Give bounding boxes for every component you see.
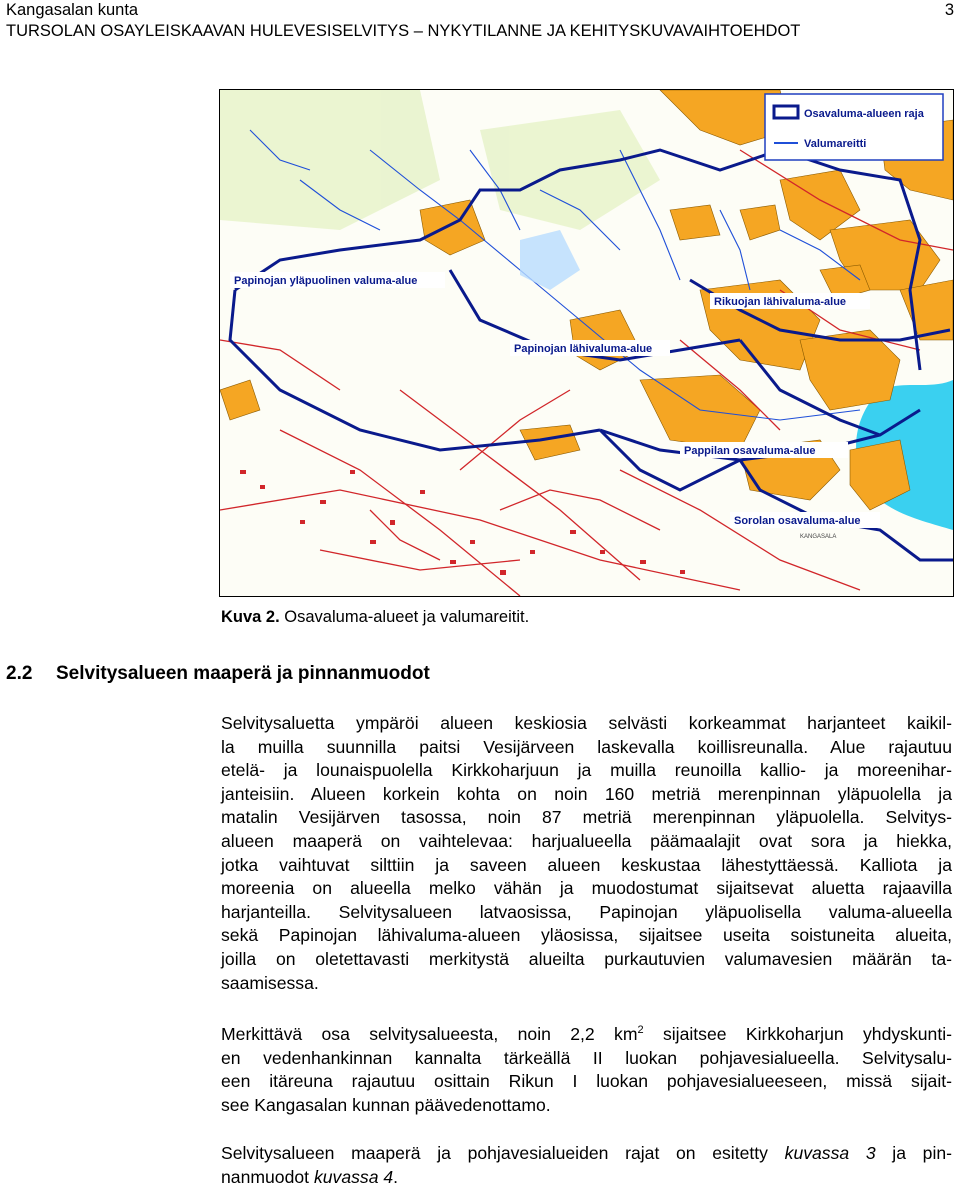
paragraph-line: moreenia on alueella melko vähän ja muodostumat sijaitsevat aluetta rajaavilla <box>221 878 952 899</box>
paragraph-figure-reference <box>221 1142 952 1189</box>
paragraph-line: see Kangasalan kunnan päävedenottamo. <box>221 1094 551 1115</box>
caption-number: Kuva 2. <box>221 608 280 626</box>
superscript-2: 2 <box>637 1024 644 1036</box>
p3-line2-before: nanmuodot <box>221 1166 314 1187</box>
paragraph-line: matalin Vesijärven tasossa, noin 87 metriä merenpinnan yläpuolella. Selvitys- <box>221 807 952 828</box>
figure-3-reference: kuvassa 3 <box>784 1143 876 1163</box>
paragraph-line: een itäreuna rajautuu osittain Rikun I luokan pohjavesialueeseen, missä sijait- <box>221 1071 952 1092</box>
paragraph-line: harjanteilla. Selvitysalueen latvaosissa, Papinojan yläpuolisella valuma-alueella <box>221 901 952 922</box>
page-number: 3 <box>944 1 954 19</box>
place-label-kangasala: KANGASALA <box>800 534 837 540</box>
area-label-papinoja-upper: Papinojan yläpuolinen valuma-alue <box>234 275 418 287</box>
paragraph-line: joilla on oletettavasti merkitystä alueilta purkautuvien valumavesien määrän ta- <box>221 948 952 969</box>
paragraph-soil <box>221 712 952 995</box>
page-header <box>6 0 954 42</box>
legend-boundary-label: Osavaluma-alueen raja <box>804 108 924 120</box>
header-report-title: TURSOLAN OSAYLEISKAAVAN HULEVESISELVITYS – NYKYTILANNE JA KEHITYSKUVAVAIHTOEHDOT <box>6 22 801 40</box>
paragraph-groundwater <box>221 1023 952 1117</box>
section-heading <box>6 663 430 685</box>
p3-line2-after: . <box>393 1166 399 1187</box>
p2-line1-after: sijaitsee Kirkkoharjun yhdyskunti- <box>643 1024 952 1044</box>
paragraph-line: sekä Papinojan lähivaluma-alueen yläosissa, sijaitsee useita soistuneita alueita, <box>221 925 952 946</box>
area-label-pappila: Pappilan osavaluma-alue <box>684 445 816 457</box>
section-title: Selvitysalueen maaperä ja pinnanmuodot <box>56 663 430 684</box>
catchment-map <box>219 89 954 597</box>
area-label-sorola: Sorolan osavaluma-alue <box>734 515 861 527</box>
paragraph-line: saamisessa. <box>221 972 319 993</box>
figure-4-reference: kuvassa 4 <box>313 1166 394 1187</box>
paragraph-line: jotka vaihtuvat silttiin ja saveen alueen keskustaa lähestyttäessä. Kalliota ja <box>221 854 952 875</box>
legend-route-label: Valumareitti <box>804 138 867 150</box>
paragraph-line <box>221 1142 952 1166</box>
figure-caption <box>221 608 529 627</box>
section-number: 2.2 <box>6 663 33 684</box>
paragraph-line: etelä- ja lounaispuolella Kirkkoharjuun ja muilla reunoilla kallio- ja moreenihar- <box>221 760 952 781</box>
p3-line1-after: ja pin- <box>875 1143 953 1163</box>
paragraph-line: en vedenhankinnan kannalta tärkeällä II luokan pohjavesialueella. Selvitysalu- <box>221 1047 952 1068</box>
p2-line1-before: Merkittävä osa selvitysalueesta, noin 2,2 km <box>221 1024 638 1044</box>
area-label-rikuoja: Rikuojan lähivaluma-alue <box>714 296 847 308</box>
caption-text: Osavaluma-alueet ja valumareitit. <box>284 608 530 626</box>
header-municipality: Kangasalan kunta <box>6 1 139 19</box>
p3-line1-before: Selvitysalueen maaperä ja pohjavesialueiden rajat on esitetty <box>221 1143 785 1163</box>
paragraph-line <box>221 1023 952 1047</box>
map-canvas <box>220 90 953 596</box>
paragraph-line: la muilla suunnilla paitsi Vesijärveen laskevalla koillisreunalla. Alue rajautuu <box>221 736 952 757</box>
paragraph-line <box>221 1166 952 1189</box>
paragraph-line: Selvitysaluetta ympäröi alueen keskiosia selvästi korkeammat harjanteet kaikil- <box>221 713 952 733</box>
paragraph-line: alueen maaperä on vaihtelevaa: harjualueella päämaalajit ovat sora ja hiekka, <box>221 830 952 851</box>
paragraph-line: janteisiin. Alueen korkein kohta on noin 160 metriä merenpinnan yläpuolella ja <box>221 783 952 804</box>
map-legend <box>765 94 943 160</box>
area-label-papinoja-near: Papinojan lähivaluma-alue <box>514 343 653 355</box>
